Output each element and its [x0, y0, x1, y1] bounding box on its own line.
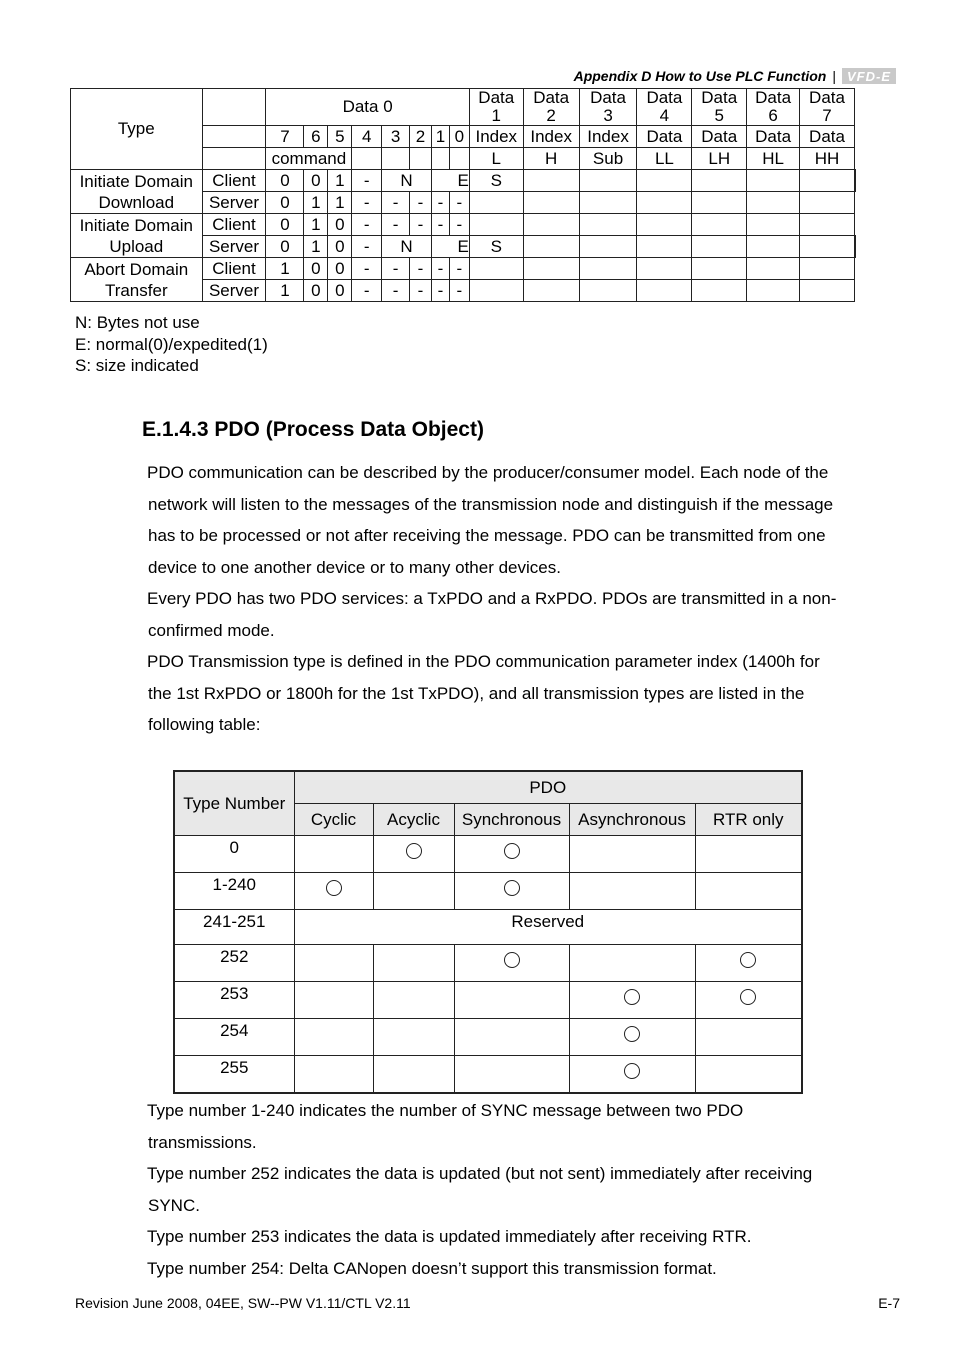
bit-cell: - [410, 258, 432, 280]
bit-cell: 0 [328, 236, 352, 258]
empty-cell [523, 258, 579, 280]
empty-cell [579, 192, 637, 214]
type-number-header: Type Number [174, 771, 294, 836]
circle-mark-icon [624, 1026, 640, 1042]
bit-cell: - [449, 280, 469, 302]
empty-cell [523, 214, 579, 236]
bit-header: 5 [328, 126, 352, 148]
bit-header: 2 [410, 126, 432, 148]
bit-cell: - [431, 280, 449, 302]
pdo-column-header: Acyclic [373, 804, 454, 836]
data-byte-label: L [469, 148, 523, 170]
cell-line: Data [478, 88, 515, 107]
bit-cell: - [382, 192, 410, 214]
data-byte-label: LL [637, 148, 692, 170]
paragraph-type-254: Type number 254: Delta CANopen doesn’t support this transmission format. [147, 1259, 717, 1278]
table-row [71, 170, 856, 192]
mark-cell [454, 873, 569, 910]
bit-cell: - [352, 236, 382, 258]
cell-line: Initiate Domain [79, 171, 193, 191]
vfd-e-logo-icon: VFD-E [842, 68, 896, 84]
bit-cell: 1 [304, 236, 328, 258]
data-subheader: Data [747, 126, 800, 148]
paragraph-type-1-240: Type number 1-240 indicates the number of SYNC message between two PDO transmissions. [147, 1101, 744, 1152]
bit-cell: - [382, 280, 410, 302]
table-row [174, 836, 802, 873]
empty-cell [523, 170, 579, 192]
mark-cell [373, 1056, 454, 1094]
empty-cell [800, 170, 855, 192]
role-cell: Client [202, 170, 266, 192]
empty-cell [747, 280, 800, 302]
empty-cell [637, 192, 692, 214]
mark-cell [294, 836, 373, 873]
empty-cell [747, 170, 800, 192]
empty-cell [410, 148, 432, 170]
data-subheader: Index [579, 126, 637, 148]
sdo-type-cell [71, 258, 203, 302]
bit-cell: - [382, 258, 410, 280]
mark-cell [373, 873, 454, 910]
n-cell: N [382, 170, 432, 192]
cell-line: Data [701, 88, 738, 107]
sdo-type-cell [71, 214, 203, 258]
bit-cell: 0 [328, 280, 352, 302]
bit-cell: 0 [304, 258, 328, 280]
bit-cell: - [382, 214, 410, 236]
mark-cell [569, 1056, 695, 1094]
bit-cell: 0 [266, 214, 304, 236]
cell-line: Upload [109, 236, 164, 256]
empty-cell [523, 236, 579, 258]
section-title: E.1.4.3 PDO (Process Data Object) [142, 418, 484, 441]
empty-cell [382, 148, 410, 170]
header-title: Appendix D How to Use PLC Function [573, 68, 827, 84]
type-number-cell: 252 [174, 945, 294, 982]
empty-cell [579, 280, 637, 302]
cell-line: 6 [768, 106, 778, 125]
bit-cell: - [410, 192, 432, 214]
mark-cell [695, 1019, 802, 1056]
cell-line: 7 [822, 106, 832, 125]
pdo-column-header: Synchronous [454, 804, 569, 836]
mark-cell [454, 982, 569, 1019]
cell-line: Data [590, 88, 626, 107]
bit-header: 7 [266, 126, 304, 148]
cell-line: 2 [546, 106, 556, 125]
type-number-cell: 0 [174, 836, 294, 873]
empty-cell [202, 126, 266, 148]
mark-cell [294, 1019, 373, 1056]
empty-cell [523, 192, 579, 214]
bit-cell: 0 [304, 280, 328, 302]
empty-cell [800, 280, 855, 302]
empty-cell [800, 258, 855, 280]
mark-cell [569, 836, 695, 873]
bit-cell: - [352, 192, 382, 214]
data0-header: Data 0 [266, 89, 469, 126]
table-row [174, 982, 802, 1019]
empty-cell [692, 280, 747, 302]
mark-cell [454, 1056, 569, 1094]
bit-cell: - [431, 214, 449, 236]
bit-cell: 1 [304, 192, 328, 214]
role-cell: Server [202, 236, 266, 258]
data-byte-label: LH [692, 148, 747, 170]
mark-cell [695, 1056, 802, 1094]
data-byte-label: Sub [579, 148, 637, 170]
table-row [174, 910, 802, 945]
empty-cell [692, 258, 747, 280]
e-cell: E [431, 170, 469, 192]
command-label: command [266, 148, 352, 170]
bit-cell: - [410, 280, 432, 302]
bit-cell: - [449, 214, 469, 236]
table-row [174, 1019, 802, 1056]
data-byte-label: HH [800, 148, 855, 170]
note-e: E: normal(0)/expedited(1) [75, 334, 268, 354]
empty-cell [202, 148, 266, 170]
data-col-header [747, 89, 800, 126]
pdo-transmission-type-table [173, 770, 803, 1094]
mark-cell [373, 836, 454, 873]
empty-cell [800, 192, 855, 214]
mark-cell [695, 836, 802, 873]
empty-cell [431, 148, 449, 170]
circle-mark-icon [406, 843, 422, 859]
table-row [174, 945, 802, 982]
bit-cell: 1 [266, 280, 304, 302]
circle-mark-icon [504, 843, 520, 859]
empty-cell [692, 214, 747, 236]
table-row [174, 1056, 802, 1094]
empty-cell [747, 258, 800, 280]
data-col-header [523, 89, 579, 126]
cell-line: 1 [491, 106, 501, 125]
empty-cell [579, 214, 637, 236]
bit-cell: 1 [266, 258, 304, 280]
bit-cell: 1 [328, 192, 352, 214]
mark-cell [294, 873, 373, 910]
bit-cell: 0 [266, 170, 304, 192]
circle-mark-icon [504, 952, 520, 968]
cell-line: Initiate Domain [79, 215, 193, 235]
bit-header: 3 [382, 126, 410, 148]
mark-cell [569, 873, 695, 910]
pdo-column-header: Cyclic [294, 804, 373, 836]
bit-cell: - [449, 258, 469, 280]
empty-cell [469, 214, 523, 236]
mark-cell [294, 982, 373, 1019]
bit-cell: - [410, 214, 432, 236]
n-cell: N [382, 236, 432, 258]
pdo-column-header: Asynchronous [569, 804, 695, 836]
footer-page-number: E-7 [878, 1295, 900, 1311]
bit-header: 1 [431, 126, 449, 148]
mark-cell [569, 1019, 695, 1056]
mark-cell [569, 945, 695, 982]
empty-cell [747, 192, 800, 214]
note-n: N: Bytes not use [75, 313, 200, 332]
data-byte-label: H [523, 148, 579, 170]
s-cell: S [469, 170, 523, 192]
type-number-cell: 1-240 [174, 873, 294, 910]
mark-cell [695, 982, 802, 1019]
data-subheader: Index [469, 126, 523, 148]
sdo-notes [75, 312, 268, 377]
empty-cell [800, 236, 855, 258]
mark-cell [373, 982, 454, 1019]
cell-line: 5 [714, 106, 724, 125]
type-number-cell: 255 [174, 1056, 294, 1094]
mark-cell [373, 1019, 454, 1056]
bit-cell: - [352, 214, 382, 236]
page-header [574, 68, 896, 84]
type-number-cell: 253 [174, 982, 294, 1019]
sdo-command-table [70, 88, 856, 302]
header-separator: | [832, 68, 836, 84]
cell-line: 4 [659, 106, 670, 125]
cell-line: Data [755, 88, 792, 107]
empty-cell [352, 148, 382, 170]
circle-mark-icon [740, 989, 756, 1005]
empty-cell [579, 170, 637, 192]
empty-cell [469, 280, 523, 302]
type-number-cell: 254 [174, 1019, 294, 1056]
role-cell: Client [202, 258, 266, 280]
paragraph-type-253: Type number 253 indicates the data is updated immediately after receiving RTR. [147, 1227, 752, 1246]
data-col-header [692, 89, 747, 126]
mark-cell [454, 1019, 569, 1056]
table-row [71, 258, 856, 280]
e-cell: E [431, 236, 469, 258]
empty-cell [637, 258, 692, 280]
footer-revision: Revision June 2008, 04EE, SW--PW V1.11/CTL V2.11 [75, 1295, 411, 1311]
empty-cell [637, 280, 692, 302]
circle-mark-icon [504, 880, 520, 896]
pdo-header: PDO [294, 771, 802, 804]
empty-cell [637, 236, 692, 258]
paragraph-pdo-services: Every PDO has two PDO services: a TxPDO and a RxPDO. PDOs are transmitted in a non- confirmed mode. [147, 589, 837, 640]
cell-line: Transfer [104, 280, 168, 300]
table-row [174, 873, 802, 910]
empty-cell [202, 89, 266, 126]
paragraph-transmission-type: PDO Transmission type is defined in the PDO communication parameter index (1400h for the 1st RxPDO or 1800h for the 1st TxPDO), and all transmission types are listed in the following table: [147, 652, 820, 734]
empty-cell [692, 192, 747, 214]
bit-cell: 0 [266, 236, 304, 258]
circle-mark-icon [624, 1063, 640, 1079]
table-row [71, 89, 856, 126]
bit-cell: 0 [266, 192, 304, 214]
mark-cell [695, 945, 802, 982]
bit-cell: - [431, 258, 449, 280]
bit-cell: - [352, 170, 382, 192]
empty-cell [579, 236, 637, 258]
empty-cell [469, 192, 523, 214]
empty-cell [579, 258, 637, 280]
bit-cell: - [449, 192, 469, 214]
table-row [71, 214, 856, 236]
bit-header: 4 [352, 126, 382, 148]
data-subheader: Data [692, 126, 747, 148]
empty-cell [469, 258, 523, 280]
bit-cell: 0 [304, 170, 328, 192]
bit-header: 0 [449, 126, 469, 148]
reserved-cell: Reserved [294, 910, 802, 945]
table-row [174, 771, 802, 804]
note-s: S: size indicated [75, 356, 199, 375]
empty-cell [855, 236, 856, 258]
mark-cell [569, 982, 695, 1019]
data-byte-label: HL [747, 148, 800, 170]
mark-cell [294, 1056, 373, 1094]
mark-cell [373, 945, 454, 982]
data-col-header [469, 89, 523, 126]
cell-line: Data [533, 88, 570, 107]
cell-line: Data [646, 88, 683, 107]
paragraph-pdo-model: PDO communication can be described by the producer/consumer model. Each node of the network will listen to the messages of the transmission node and distinguish if the message has to be processed or not after receiving the message. PDO can be transmitted from one device to one another device or to many other devices. [147, 463, 834, 577]
type-number-cell: 241-251 [174, 910, 294, 945]
bit-header: 6 [304, 126, 328, 148]
cell-line: 3 [603, 106, 613, 125]
circle-mark-icon [740, 952, 756, 968]
empty-cell [747, 214, 800, 236]
paragraph-type-252: Type number 252 indicates the data is updated (but not sent) immediately after receiving SYNC. [147, 1164, 813, 1215]
bit-cell: 0 [328, 258, 352, 280]
data-col-header [637, 89, 692, 126]
pdo-column-header: RTR only [695, 804, 802, 836]
role-cell: Server [202, 192, 266, 214]
mark-cell [695, 873, 802, 910]
data-subheader: Index [523, 126, 579, 148]
data-col-header [579, 89, 637, 126]
empty-cell [855, 170, 856, 192]
bit-cell: 1 [304, 214, 328, 236]
cell-line: Data [809, 88, 845, 107]
bit-cell: - [431, 192, 449, 214]
circle-mark-icon [624, 989, 640, 1005]
empty-cell [637, 214, 692, 236]
role-cell: Server [202, 280, 266, 302]
cell-line: Abort Domain [84, 259, 189, 279]
mark-cell [454, 945, 569, 982]
empty-cell [637, 170, 692, 192]
s-cell: S [469, 236, 523, 258]
sdo-type-cell [71, 170, 203, 214]
circle-mark-icon [326, 880, 342, 896]
mark-cell [454, 836, 569, 873]
bit-cell: 1 [328, 170, 352, 192]
role-cell: Client [202, 214, 266, 236]
empty-cell [692, 236, 747, 258]
bit-cell: - [352, 280, 382, 302]
empty-cell [449, 148, 469, 170]
data-subheader: Data [637, 126, 692, 148]
empty-cell [747, 236, 800, 258]
data-subheader: Data [800, 126, 855, 148]
bit-cell: - [352, 258, 382, 280]
bit-cell: 0 [328, 214, 352, 236]
data-col-header [800, 89, 855, 126]
empty-cell [523, 280, 579, 302]
type-header: Type [71, 89, 203, 170]
mark-cell [294, 945, 373, 982]
empty-cell [800, 214, 855, 236]
empty-cell [692, 170, 747, 192]
cell-line: Download [98, 192, 175, 212]
